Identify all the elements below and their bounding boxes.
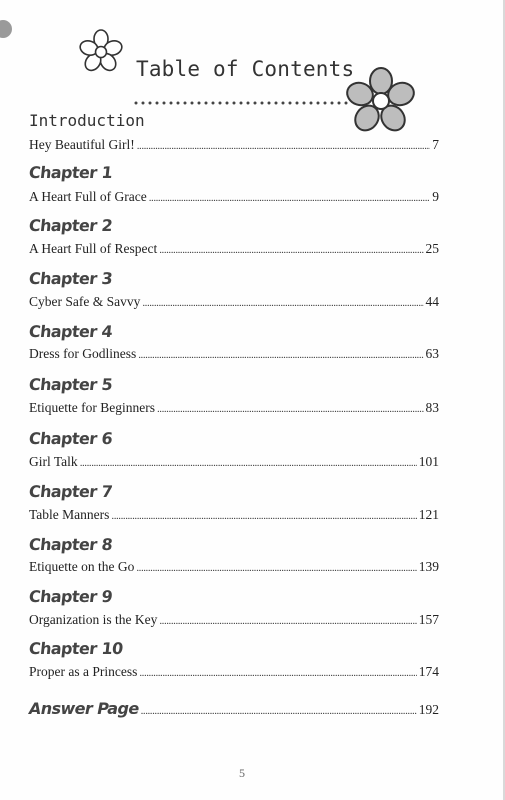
toc-entry-answer-page[interactable] [29, 699, 439, 717]
dot-leader [149, 192, 431, 204]
entry-title: Proper as a Princess [29, 664, 138, 679]
toc-entry-chapter-8[interactable] [29, 559, 439, 577]
entry-page: 121 [418, 507, 439, 522]
dot-leader [111, 510, 416, 522]
toc-entry-chapter-10[interactable] [29, 664, 439, 682]
chapter-heading: Chapter 8 [28, 535, 114, 554]
flower-gray-icon [345, 66, 417, 134]
toc-entry-chapter-9[interactable] [29, 612, 439, 630]
entry-page: 44 [425, 294, 439, 309]
toc-entry-chapter-1[interactable] [29, 189, 439, 207]
dot-leader [139, 667, 416, 679]
page-number: 5 [239, 766, 245, 780]
entry-page: 157 [418, 612, 439, 627]
entry-page: 25 [425, 241, 439, 256]
entry-title: Dress for Godliness [29, 346, 137, 361]
toc-entry-chapter-7[interactable] [29, 507, 439, 525]
chapter-heading: Chapter 10 [28, 639, 124, 658]
dot-leader [142, 297, 423, 309]
entry-title: Table Manners [29, 507, 110, 522]
toc-entry-chapter-4[interactable] [29, 346, 439, 364]
toc-entry-chapter-2[interactable] [29, 241, 439, 259]
chapter-heading: Chapter 4 [28, 322, 114, 341]
entry-page: 139 [418, 559, 439, 574]
entry-title: Organization is the Key [29, 612, 158, 627]
dot-leader [137, 140, 431, 152]
chapter-heading: Chapter 5 [28, 375, 114, 394]
dot-leader [136, 562, 416, 574]
entry-title: A Heart Full of Grace [29, 189, 147, 204]
entry-title: Etiquette for Beginners [29, 400, 155, 415]
dot-leader [138, 349, 423, 361]
entry-page: 101 [418, 454, 439, 469]
entry-page: 63 [425, 346, 439, 361]
flower-outline-icon [78, 28, 124, 74]
entry-page: 83 [425, 400, 439, 415]
entry-title: Girl Talk [29, 454, 78, 469]
entry-title: Etiquette on the Go [29, 559, 135, 574]
toc-entry-chapter-3[interactable] [29, 294, 439, 312]
chapter-heading: Chapter 2 [28, 216, 114, 235]
entry-title: Hey Beautiful Girl! [29, 137, 135, 152]
binder-hole [0, 20, 12, 38]
entry-page: 9 [432, 189, 439, 204]
dot-leader [159, 244, 423, 256]
dot-leader [157, 403, 424, 415]
toc-entry-introduction[interactable] [29, 137, 439, 155]
chapter-heading: Chapter 9 [28, 587, 114, 606]
entry-page: 192 [418, 702, 439, 717]
page-title: Table of Contents [136, 57, 355, 81]
toc-entry-chapter-6[interactable] [29, 454, 439, 472]
chapter-heading: Chapter 7 [28, 482, 114, 501]
answer-heading: Answer Page [29, 699, 139, 718]
dot-leader [159, 615, 416, 627]
chapter-heading: Chapter 6 [28, 429, 114, 448]
chapter-heading: Chapter 1 [28, 163, 114, 182]
introduction-heading: Introduction [29, 111, 145, 130]
dot-leader [80, 457, 417, 469]
entry-page: 174 [418, 664, 439, 679]
entry-page: 7 [432, 137, 439, 152]
dot-leader [141, 705, 417, 717]
toc-entry-chapter-5[interactable] [29, 400, 439, 418]
chapter-heading: Chapter 3 [28, 269, 114, 288]
entry-title: A Heart Full of Respect [29, 241, 158, 256]
dotted-divider [133, 99, 349, 107]
entry-title: Cyber Safe & Savvy [29, 294, 141, 309]
